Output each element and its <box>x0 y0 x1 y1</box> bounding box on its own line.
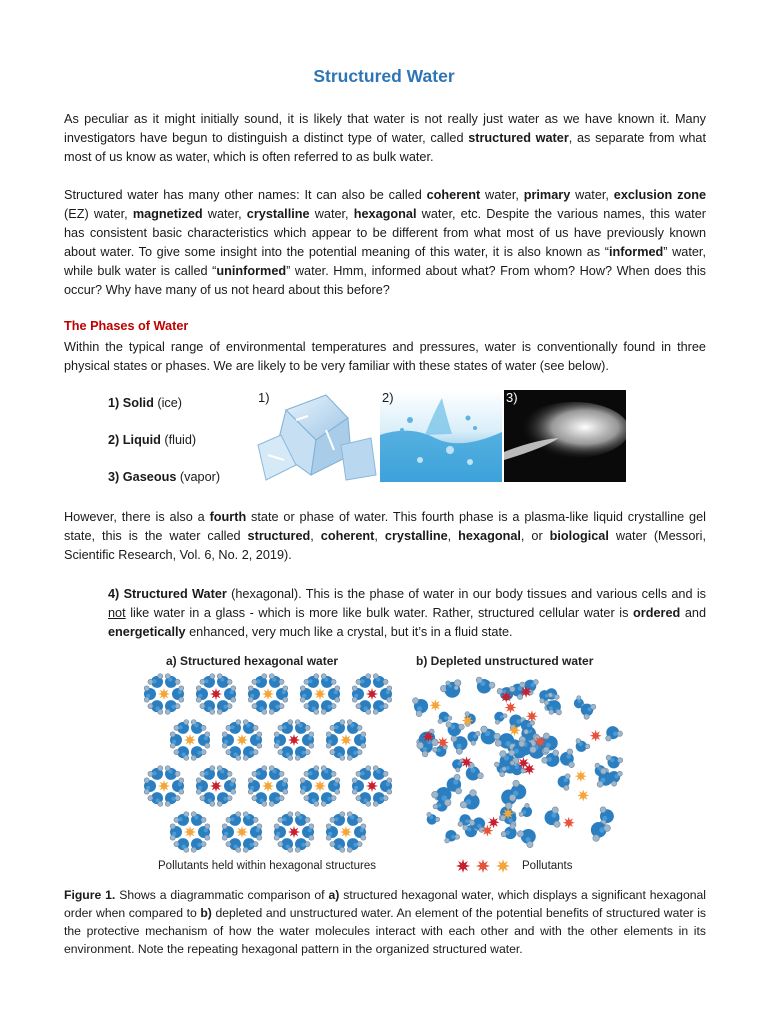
water-molecule <box>198 732 210 748</box>
text-run: Shows a diagrammatic comparison of <box>115 888 329 902</box>
water-molecule <box>557 773 571 791</box>
pollutant-star <box>590 730 602 742</box>
bold-text: coherent <box>320 529 375 543</box>
pollutant-star <box>340 734 352 746</box>
water-molecule <box>144 778 156 794</box>
pollutant-star <box>476 859 490 873</box>
text-run: As peculiar as it might initially sound, it is likely that water is not really just water as we have known it. Many investigators have begun to distinguish a distinct type of water, called <box>64 112 706 145</box>
phase-solid: 1) Solid (ice) <box>108 396 183 410</box>
water-molecule <box>300 686 312 702</box>
water-molecule <box>543 807 560 829</box>
water-molecule <box>198 824 210 840</box>
pollutant-star <box>158 688 170 700</box>
bold-text: energetically <box>108 625 186 639</box>
text-run: , <box>374 529 385 543</box>
water-molecule <box>352 686 364 702</box>
bold-text: structured <box>247 529 311 543</box>
water-molecule <box>170 732 182 748</box>
pollutant-star <box>577 790 589 802</box>
water-molecule <box>196 778 208 794</box>
pollutant-star <box>366 780 378 792</box>
figure-note-b: Pollutants <box>522 860 573 872</box>
water-molecule <box>170 824 182 840</box>
water-molecule <box>604 754 623 770</box>
pollutant-star <box>575 770 587 782</box>
pollutant-legend-stars <box>454 857 516 875</box>
water-molecule <box>572 737 591 755</box>
phase-gaseous: 3) Gaseous (vapor) <box>108 470 221 484</box>
pollutant-star <box>184 734 196 746</box>
page-title: Structured Water <box>313 66 455 86</box>
text-run: ” water, while bulk water is called “ <box>64 245 706 278</box>
water-molecule <box>276 686 288 702</box>
water-molecule <box>326 824 338 840</box>
water-molecule <box>354 824 366 840</box>
bold-text: Figure 1. <box>64 888 116 902</box>
water-molecule <box>459 788 485 815</box>
text-run: (EZ) water, <box>64 207 133 221</box>
pollutant-star <box>236 734 248 746</box>
text-run: ” water. Hmm, informed about what? From whom? How? When does this occur? Why have many of us not heard about this before? <box>64 264 707 297</box>
bold-text: fourth <box>209 510 247 524</box>
water-molecule <box>559 749 575 769</box>
bold-text: hexagonal <box>458 529 521 543</box>
phases-intro-paragraph <box>64 338 706 376</box>
water-molecule <box>354 732 366 748</box>
water-molecule <box>352 778 364 794</box>
water-molecule <box>224 778 236 794</box>
text-run: Structured water has many other names: It can also be called <box>64 188 427 202</box>
water-molecule <box>302 824 314 840</box>
pollutant-star <box>563 817 575 829</box>
pollutant-star <box>184 826 196 838</box>
text-run: However, there is also a <box>64 510 210 524</box>
text-run: , or <box>520 529 550 543</box>
water-molecule <box>326 732 338 748</box>
text-run: depleted and unstructured water. An element of the potential benefits of structured water is the protective mechanism of how the water molecules interact with each other and with the other elements in its environment. Note the repeating hexagonal pattern in the organized structured water. <box>64 906 706 956</box>
water-molecule <box>472 676 496 697</box>
text-run: like water in a glass - which is more like bulk water. Rather, structured cellular water is <box>125 606 634 620</box>
ice-cubes-photo <box>256 390 378 482</box>
pollutant-star <box>496 859 510 873</box>
water-molecule <box>144 686 156 702</box>
water-molecule <box>302 732 314 748</box>
photo-number-3: 3) <box>506 390 518 405</box>
figure-label-b: b) Depleted unstructured water <box>416 654 594 668</box>
intro-paragraph-2 <box>64 186 706 300</box>
water-molecule <box>491 708 508 725</box>
water-molecule <box>518 802 535 820</box>
water-molecule <box>450 756 465 773</box>
water-molecule <box>250 824 262 840</box>
structured-hexagonal-water-diagram <box>138 672 396 858</box>
water-molecule <box>444 721 465 738</box>
water-molecule <box>274 824 286 840</box>
water-molecule <box>276 778 288 794</box>
pollutant-star <box>340 826 352 838</box>
water-molecule <box>380 778 392 794</box>
structured-water-paragraph <box>108 585 706 642</box>
water-molecule <box>442 828 461 844</box>
pollutant-star <box>262 780 274 792</box>
water-molecule <box>250 732 262 748</box>
fourth-phase-paragraph <box>64 508 706 565</box>
water-molecule <box>172 778 184 794</box>
bold-text: 4) Structured Water <box>108 587 227 601</box>
pollutant-star <box>505 702 517 714</box>
bold-text: b) <box>200 906 212 920</box>
pollutant-star <box>456 859 470 873</box>
text-run: water, <box>202 207 247 221</box>
water-molecule <box>509 780 529 804</box>
section-heading-phases: The Phases of Water <box>64 319 189 333</box>
vapor-photo <box>504 390 626 482</box>
text-run: , as separate from what most of us know as water, which is often referred to as bulk water. <box>64 131 706 164</box>
water-molecule <box>196 686 208 702</box>
water-molecule <box>602 723 623 742</box>
bold-text: hexagonal <box>353 207 417 221</box>
text-run: (hexagonal). This is the phase of water in our body tissues and various cells and is <box>226 587 706 601</box>
photo-number-2: 2) <box>382 390 394 405</box>
photo-number-1: 1) <box>258 390 270 405</box>
bold-text: biological <box>549 529 609 543</box>
intro-paragraph-1 <box>64 110 706 167</box>
bold-text: exclusion zone <box>613 188 707 202</box>
pollutant-star <box>210 780 222 792</box>
water-molecule <box>224 686 236 702</box>
pollutant-star <box>526 710 538 722</box>
water-molecule <box>248 686 260 702</box>
text-run: state or phase of water. This fourth phase is a plasma-like liquid crystalline gel state, this is the water called <box>64 510 706 543</box>
bold-text: informed <box>609 245 664 259</box>
bold-text: coherent <box>426 188 481 202</box>
pollutant-star <box>262 688 274 700</box>
water-molecule <box>412 695 431 718</box>
bold-text: crystalline <box>246 207 310 221</box>
text-run: water, <box>480 188 524 202</box>
pollutant-star <box>314 688 326 700</box>
text-run: water, <box>309 207 354 221</box>
water-molecule <box>423 811 441 827</box>
text-run: water, <box>570 188 614 202</box>
text-run: water, etc. Despite the various names, this water has consistent basic characteristics which appear to be different from what most of us have previously known about water. To give some insight into the potential meaning of this water, it is also known as “ <box>64 207 706 259</box>
water-molecule <box>380 686 392 702</box>
figure-caption <box>64 886 706 958</box>
bold-text: primary <box>523 188 571 202</box>
text-run: water (Messori, Scientific Research, Vol. 6, No. 2, 2019). <box>64 529 706 562</box>
pollutant-star <box>314 780 326 792</box>
bold-text: structured water <box>468 131 569 145</box>
pollutant-star <box>429 699 441 711</box>
bold-text: ordered <box>633 606 681 620</box>
bold-text: magnetized <box>132 207 203 221</box>
text-run: enhanced, very much like a crystal, but it’s in a fluid state. <box>185 625 513 639</box>
pollutant-star <box>158 780 170 792</box>
text-run: structured hexagonal water, which displays a significant hexagonal order when compared to <box>64 888 706 920</box>
unstructured-water-diagram <box>406 672 632 848</box>
pollutant-star <box>488 816 500 828</box>
text-run: , <box>447 529 459 543</box>
pollutant-star <box>288 734 300 746</box>
bold-text: uninformed <box>216 264 287 278</box>
text-run: , <box>310 529 321 543</box>
bold-text: crystalline <box>384 529 448 543</box>
water-molecule <box>300 778 312 794</box>
water-molecule <box>328 778 340 794</box>
water-molecule <box>516 824 541 848</box>
water-molecule <box>222 732 234 748</box>
pollutant-star <box>366 688 378 700</box>
water-molecule <box>222 824 234 840</box>
phase-liquid: 2) Liquid (fluid) <box>108 433 197 447</box>
pollutant-star <box>210 688 222 700</box>
water-molecule <box>328 686 340 702</box>
text-run: Within the typical range of environmental temperatures and pressures, water is conventionally found in three physical states or phases. We are likely to be very familiar with these states of water (see below). <box>64 340 706 373</box>
pollutant-star <box>288 826 300 838</box>
figure-label-a: a) Structured hexagonal water <box>166 654 339 668</box>
water-splash-photo <box>380 390 502 482</box>
water-molecule <box>172 686 184 702</box>
water-molecule <box>274 732 286 748</box>
water-molecule <box>248 778 260 794</box>
text-run: and <box>680 606 706 620</box>
water-molecule <box>432 744 450 759</box>
pollutant-star <box>236 826 248 838</box>
figure-note-a: Pollutants held within hexagonal structures <box>158 860 376 872</box>
underlined-text: not <box>108 606 126 620</box>
bold-text: a) <box>328 888 340 902</box>
